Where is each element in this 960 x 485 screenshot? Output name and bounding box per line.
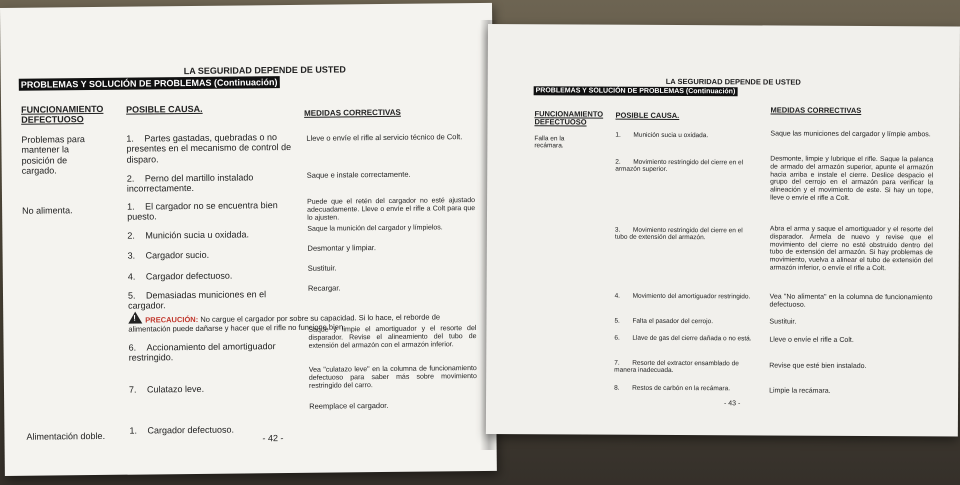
right-measure-cell: Abra el arma y saque el amortiguador y el resorte del disparador. Ármela de nuevo y revise que el movimiento del cierre no esté obstruido dentro del tubo de extensión del armazón. Si hay problemas de movimiento, vuelva a alinear el tubo de extensión del armazón inferior, o envíe el rifle a Colt. (769, 225, 933, 273)
left-measure-cell: Recargar. (307, 283, 341, 293)
left-cause-cell (128, 289, 298, 311)
left-cause-num: 4. (127, 271, 136, 282)
left-func-cell: Alimentación doble. (26, 430, 106, 442)
left-cause-num: 1. (129, 425, 138, 436)
right-cause-num: 8. (614, 384, 620, 392)
right-cause-cell (615, 293, 755, 301)
left-cause-text: Munición sucia u oxidada. (145, 229, 249, 241)
left-func-cell: No alimenta. (22, 205, 73, 216)
right-cause-num: 3. (614, 226, 621, 234)
warning-triangle-icon (128, 312, 142, 324)
right-cause-text: Restos de carbón en la recámara. (632, 384, 731, 393)
right-measure-cell: Lleve o envíe el rifle a Colt. (769, 336, 854, 344)
left-measure-cell: Saque y limpie el amortiguador y el resorte del disparador. Revise el alineamiento del tubo de extensión del armazón con el armazón inferior. (308, 325, 477, 350)
right-cause-num: 1. (615, 131, 621, 139)
right-measure-cell: Vea "No alimenta" en la columna de funcionamiento defectuoso. (769, 293, 933, 309)
right-page-number: - 43 - (723, 400, 741, 408)
left-col-func-line1: FUNCIONAMIENTO (21, 103, 104, 115)
right-col-func-line1: FUNCIONAMIENTO (534, 109, 604, 119)
right-cause-text: Munición sucia u oxidada. (633, 131, 709, 140)
right-cause-text: Movimiento del amortiguador restringido. (632, 292, 751, 301)
right-measure-cell: Revise que esté bien instalado. (769, 362, 867, 370)
right-measure-cell: Saque las municiones del cargador y límpie ambos. (770, 130, 931, 139)
right-cause-num: 6. (614, 334, 620, 342)
left-cause-cell (126, 132, 296, 165)
left-measure-cell: Reemplace el cargador. (309, 400, 389, 411)
left-cause-cell (127, 200, 297, 222)
left-cause-cell (127, 172, 297, 194)
right-func-cell: Falla en la recámara. (534, 135, 565, 150)
right-page (486, 24, 960, 436)
right-cause-num: 7. (614, 359, 620, 367)
left-col-func-line2: DEFECTUOSO (21, 114, 84, 125)
right-cause-cell (615, 132, 755, 140)
right-cause-cell (614, 385, 754, 393)
left-cause-text: Cargador defectuoso. (145, 270, 233, 282)
right-cause-num: 2. (615, 158, 621, 166)
left-page-number: - 42 - (262, 433, 284, 444)
right-measure-cell: Sustituir. (769, 318, 797, 326)
left-col-header-measures: MEDIDAS CORRECTIVAS (304, 107, 401, 118)
left-cause-text: Partes gastadas, quebradas o no presentes en el mecanismo de control de disparo. (126, 132, 292, 165)
right-cause-cell (614, 318, 754, 326)
right-cause-num: 4. (614, 292, 621, 300)
left-page-header: LA SEGURIDAD DEPENDE DE USTED (183, 64, 346, 77)
left-cause-cell (128, 249, 298, 261)
left-col-header-cause: POSIBLE CAUSA. (126, 103, 203, 115)
left-cause-text: Accionamiento del amortiguador restringido. (128, 341, 276, 364)
right-col-func-line2: DEFECTUOSO (534, 117, 587, 127)
left-cause-text: Cargador defectuoso. (147, 424, 235, 436)
left-cause-cell (128, 270, 298, 282)
right-measure-cell: Limpie la recámara. (769, 387, 831, 395)
right-col-header-func (534, 110, 603, 127)
left-cause-text: El cargador no se encuentra bien puesto. (127, 200, 278, 223)
left-cause-num: 2. (127, 230, 135, 241)
right-col-header-cause: POSIBLE CAUSA. (615, 110, 680, 121)
left-col-header-func (21, 105, 104, 126)
right-cause-text: Resorte del extractor ensamblado de manera inadecuada. (614, 359, 739, 375)
left-measure-cell: Desmontar y limpiar. (307, 243, 376, 253)
right-cause-text: Falta el pasador del cerrojo. (632, 317, 714, 326)
left-cause-num: 6. (128, 342, 137, 353)
right-cause-text: Movimiento restringido del cierre en el tubo de extensión del armazón. (614, 226, 743, 242)
left-cause-cell (129, 341, 299, 363)
left-cause-num: 7. (128, 384, 137, 395)
right-cause-num: 5. (614, 317, 620, 325)
right-cause-cell (614, 360, 754, 376)
right-cause-cell (615, 159, 755, 175)
left-cause-num: 1. (126, 133, 134, 144)
left-cause-text: Perno del martillo instalado incorrectamente. (126, 172, 254, 195)
caution-text: No cargue el cargador por sobre su capacidad. Si lo hace, el reborde de alimentación puede dañarse y hacer que el rifle no funcione bien. (128, 312, 441, 334)
left-section-title-bar: PROBLEMAS Y SOLUCIÓN DE PROBLEMAS (Continuación) (19, 76, 280, 91)
left-func-cell: Problemas para mantener la posición de cargado. (21, 134, 85, 176)
left-cause-text: Cargador sucio. (145, 249, 210, 261)
left-cause-text: Demasiadas municiones en el cargador. (128, 289, 267, 312)
left-cause-num: 2. (126, 173, 135, 184)
right-page-header: LA SEGURIDAD DEPENDE DE USTED (665, 76, 801, 87)
left-measure-cell: Puede que el retén del cargador no esté ajustado adecuadamente. Lleve o envíe el rifle a Colt para que lo ajusten. (307, 197, 476, 222)
right-cause-text: Movimiento restringido del cierre en el armazón superior. (615, 158, 744, 174)
left-measure-cell: Vea "culatazo leve" en la columna de funcionamiento defectuoso para saber más sobre movimiento restringido del carro. (308, 365, 477, 390)
left-cause-num: 1. (127, 201, 135, 212)
left-measure-cell: Sustituir. (307, 263, 337, 273)
left-page (0, 3, 497, 476)
left-measure-cell: Lleve o envíe el rifle al servicio técnico de Colt. (306, 132, 463, 143)
right-measure-cell: Desmonte, limpie y lubrique el rifle. Saque la palanca de armado del armazón superior, apunte el armazón hacia arriba e instale el cierre. Deslice despacio el grupo del cerrojo en el armazón para verificar la alineación y el movimiento de este. Si hay un tope, lleve o envíe el rifle a Colt. (770, 155, 934, 202)
left-measure-cell: Saque e instale correctamente. (306, 169, 411, 180)
caution-label: PRECAUCIÓN: (145, 314, 199, 325)
left-cause-num: 5. (127, 290, 136, 301)
right-section-title-bar: PROBLEMAS Y SOLUCIÓN DE PROBLEMAS (Continuación) (534, 86, 738, 96)
left-cause-cell (129, 383, 299, 395)
right-cause-text: Llave de gas del cierre dañada o no está. (632, 334, 752, 343)
right-cause-cell (615, 227, 755, 243)
left-cause-cell (127, 229, 297, 241)
left-cause-num: 3. (127, 250, 136, 261)
left-measure-cell: Saque la munición del cargador y límpielos. (307, 224, 443, 233)
left-cause-text: Culatazo leve. (146, 383, 205, 395)
right-cause-cell (614, 335, 754, 343)
right-col-header-measures: MEDIDAS CORRECTIVAS (770, 105, 862, 115)
